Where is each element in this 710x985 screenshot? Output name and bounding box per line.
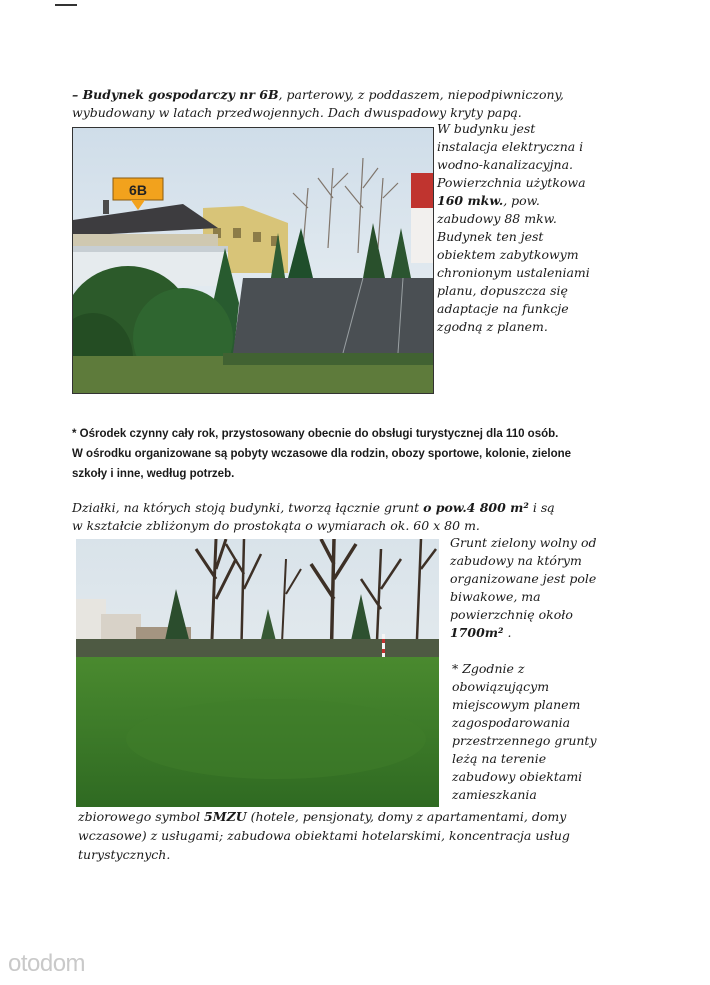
- building-title: – Budynek gospodarczy nr 6B: [72, 87, 279, 102]
- desc-line: Budynek ten jest: [437, 229, 544, 244]
- desc-line: chronionym ustaleniami: [437, 265, 590, 280]
- green-text: .: [503, 625, 512, 640]
- zoning-line: * Zgodnie z: [452, 661, 525, 676]
- zoning-line: miejscowym planem: [452, 697, 581, 712]
- plots-line-1: [72, 499, 672, 517]
- zoning-line-11: turystycznych.: [78, 847, 171, 862]
- desc-line: Powierzchnia użytkowa: [437, 175, 586, 190]
- sign-6b-label: 6B: [129, 182, 147, 198]
- plots-area: o pow.4 800 m²: [423, 500, 529, 515]
- plots-text: i są: [528, 500, 555, 515]
- building-desc: [437, 120, 612, 336]
- green-field-photo-svg: [76, 539, 439, 807]
- notice-line-2: W ośrodku organizowane są pobyty wczasowe dla rodzin, obozy sportowe, kolonie, zielone: [72, 448, 572, 460]
- otodom-watermark: otodom: [8, 950, 86, 977]
- zoning-line: obowiązującym: [452, 679, 550, 694]
- green-line: zabudowy na którym: [450, 553, 582, 568]
- zoning-line: zabudowy obiektami: [452, 769, 583, 784]
- desc-line: adaptacje na funkcje: [437, 301, 569, 316]
- building-photo-svg: [73, 128, 433, 393]
- desc-line: instalacja elektryczna i: [437, 139, 584, 154]
- desc-line: W budynku jest: [437, 121, 536, 136]
- zoning-line: zamieszkania: [452, 787, 537, 802]
- scan-artifact: [55, 4, 77, 6]
- zoning-text: zbiorowego symbol: [78, 809, 205, 824]
- zoning-line: przestrzennego grunty: [452, 733, 597, 748]
- zoning-desc: [452, 660, 627, 804]
- zoning-text: (hotele, pensjonaty, domy z apartamentami, domy: [246, 809, 567, 824]
- intro-line-1: [72, 86, 632, 104]
- desc-line: planu, dopuszcza się: [437, 283, 568, 298]
- intro-line-2: wybudowany w latach przedwojennych. Dach dwuspadowy kryty papą.: [72, 105, 522, 120]
- green-line: organizowane jest pole: [450, 571, 597, 586]
- green-desc: [450, 534, 625, 642]
- green-line: Grunt zielony wolny od: [450, 535, 597, 550]
- desc-text: , pow.: [503, 193, 540, 208]
- zoning-line: zagospodarowania: [452, 715, 571, 730]
- desc-line: zgodną z planem.: [437, 319, 548, 334]
- desc-line: zabudowy 88 mkw.: [437, 211, 557, 226]
- desc-line: wodno-kanalizacyjna.: [437, 157, 574, 172]
- zoning-line: leżą na terenie: [452, 751, 547, 766]
- plots-text: Działki, na których stoją budynki, tworzą łącznie grunt: [72, 500, 424, 515]
- zoning-line-9: [78, 808, 678, 826]
- zoning-line-10: wczasowe) z usługami; zabudowa obiektami hotelarskimi, koncentracja usług: [78, 828, 570, 843]
- green-line: biwakowe, ma: [450, 589, 541, 604]
- green-field-photo: [76, 539, 439, 807]
- notice-line-3: szkoły i inne, według potrzeb.: [72, 468, 235, 480]
- green-line-area: [450, 624, 625, 642]
- plots-line-2: w kształcie zbliżonym do prostokąta o wymiarach ok. 60 x 80 m.: [72, 518, 480, 533]
- green-line: powierzchnię około: [450, 607, 573, 622]
- green-area: 1700m²: [450, 625, 504, 640]
- notice-line-1: * Ośrodek czynny cały rok, przystosowany obecnie do obsługi turystycznej dla 110 osób.: [72, 428, 559, 440]
- desc-line-area: [437, 192, 612, 210]
- usable-area: 160 mkw.: [437, 193, 504, 208]
- zoning-symbol: 5MZU: [204, 809, 247, 824]
- desc-line: obiektem zabytkowym: [437, 247, 579, 262]
- building-photo: [72, 127, 434, 394]
- intro-text: , parterowy, z poddaszem, niepodpiwniczony,: [278, 87, 564, 102]
